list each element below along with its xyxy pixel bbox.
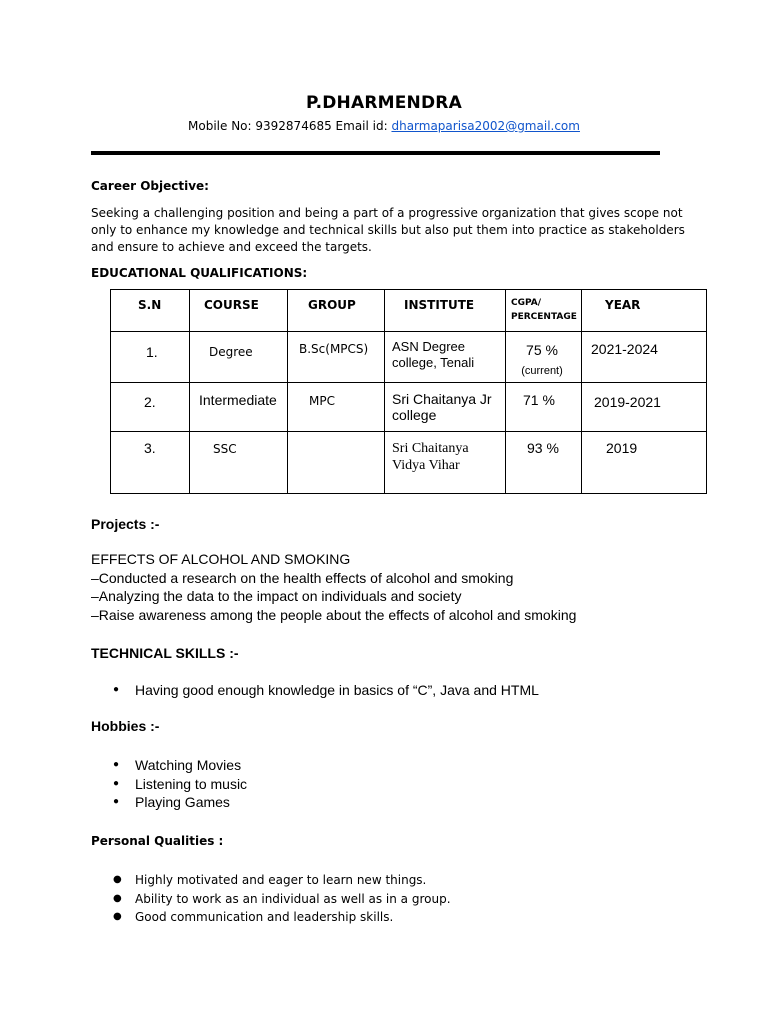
row-institute <box>392 339 474 371</box>
row-percentage <box>514 340 570 378</box>
education-table <box>110 289 707 494</box>
col-header-course: COURSE <box>204 298 259 312</box>
percentage-label: PERCENTAGE <box>511 312 577 322</box>
table-header-row <box>111 290 707 332</box>
project-line: –Raise awareness among the people about the effects of alcohol and smoking <box>91 607 577 624</box>
project-title: EFFECTS OF ALCOHOL AND SMOKING <box>91 551 351 567</box>
table-row <box>111 432 707 494</box>
career-objective-heading: Career Objective: <box>91 179 209 193</box>
row-course: SSC <box>213 442 237 456</box>
project-line: –Conducted a research on the health effects of alcohol and smoking <box>91 569 514 586</box>
projects-block <box>91 550 576 625</box>
career-objective-text: Seeking a challenging position and being a part of a progressive organization that gives scope not only to enhance my knowledge and technical skills but also put them into practice as stakeholders and ensure to achieve and exceed the targets. <box>91 206 685 254</box>
technical-skills-heading: TECHNICAL SKILLS :- <box>91 645 239 661</box>
col-header-institute: INSTITUTE <box>404 298 475 312</box>
row-year: 2019-2021 <box>594 394 661 410</box>
list-item: ● Having good enough knowledge in basics of “C”, Java and HTML <box>91 681 539 700</box>
list-item: ● Playing Games <box>91 793 247 812</box>
cgpa-label: CGPA/ <box>511 298 542 308</box>
institute-line-2: college, Tenali <box>392 355 475 370</box>
list-item: ● Ability to work as an individual as well as in a group. <box>91 890 451 909</box>
row-percentage: 71 % <box>523 392 555 408</box>
personal-qualities-heading: Personal Qualities : <box>91 834 224 848</box>
row-institute <box>392 440 469 474</box>
row-course: Intermediate <box>199 392 277 408</box>
row-institute <box>392 391 492 423</box>
institute-line-1: ASN Degree <box>392 339 465 354</box>
table-row <box>111 332 707 383</box>
technical-skills-list <box>91 681 539 700</box>
col-header-group: GROUP <box>308 298 356 312</box>
row-group: MPC <box>309 394 335 408</box>
list-item: ● Highly motivated and eager to learn new things. <box>91 871 451 890</box>
col-header-cgpa <box>511 296 577 324</box>
percentage-note: (current) <box>521 365 563 377</box>
institute-line-1: Sri Chaitanya <box>392 441 469 456</box>
percentage-value: 75 % <box>526 342 558 358</box>
candidate-name: P.DHARMENDRA <box>306 93 462 113</box>
project-line: –Analyzing the data to the impact on individuals and society <box>91 588 462 605</box>
institute-line-1: Sri Chaitanya Jr <box>392 391 492 407</box>
row-year: 2019 <box>606 440 638 456</box>
list-item: ● Watching Movies <box>91 756 247 775</box>
education-heading: EDUCATIONAL QUALIFICATIONS: <box>91 266 308 280</box>
row-sn: 3. <box>144 440 156 456</box>
list-item: ● Good communication and leadership skills. <box>91 908 451 927</box>
hobbies-heading: Hobbies :- <box>91 718 160 734</box>
table-row <box>111 383 707 432</box>
projects-heading: Projects :- <box>91 516 160 532</box>
col-header-sn: S.N <box>138 298 162 312</box>
mobile-label: Mobile No: 9392874685 Email id: <box>188 119 392 133</box>
personal-qualities-list <box>91 871 451 927</box>
contact-line <box>0 119 768 133</box>
row-percentage: 93 % <box>527 440 559 456</box>
row-course: Degree <box>209 345 253 359</box>
institute-line-2: Vidya Vihar <box>392 458 460 473</box>
email-link[interactable]: dharmaparisa2002@gmail.com <box>391 119 580 133</box>
hobbies-list <box>91 756 247 812</box>
col-header-year: YEAR <box>605 298 641 312</box>
row-group: B.Sc(MPCS) <box>299 342 369 356</box>
list-item: ● Listening to music <box>91 775 247 794</box>
header-divider <box>91 151 660 155</box>
row-year: 2021-2024 <box>591 341 658 357</box>
row-sn: 2. <box>144 394 156 410</box>
institute-line-2: college <box>392 407 437 423</box>
row-sn: 1. <box>146 344 158 360</box>
